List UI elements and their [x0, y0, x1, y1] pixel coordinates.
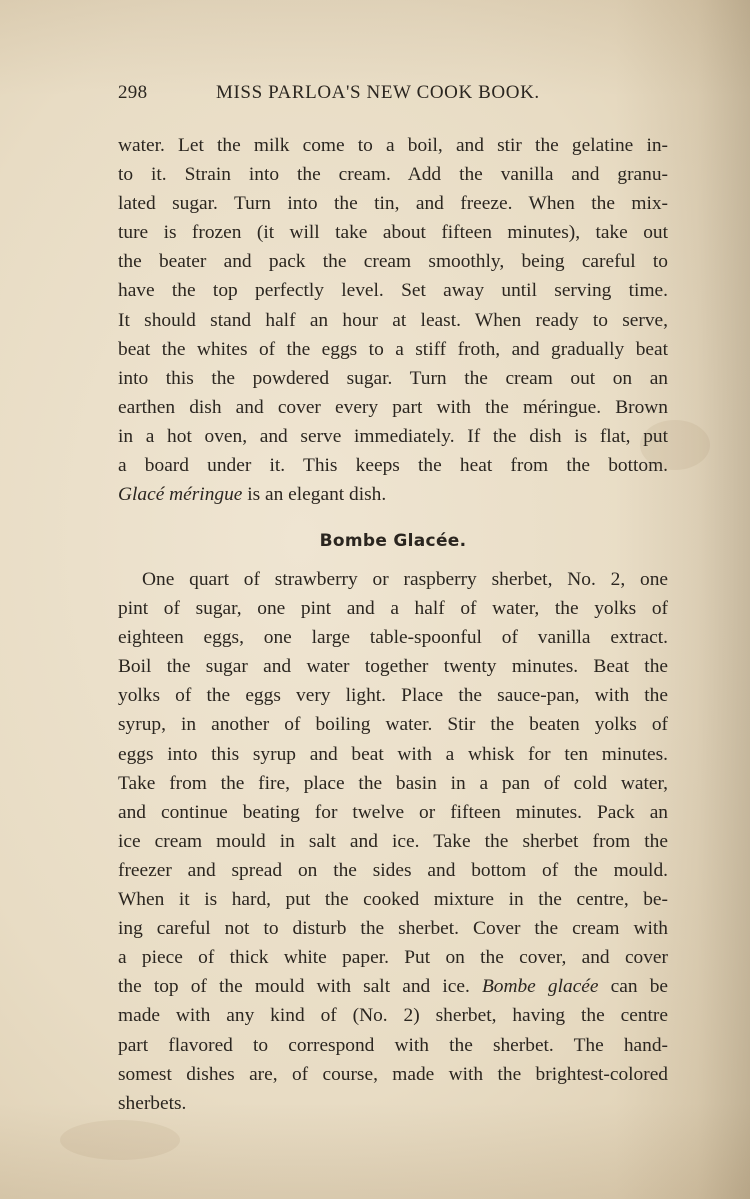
running-title: MISS PARLOA'S NEW COOK BOOK. [216, 82, 540, 103]
text-line: freezer and spread on the sides and bottom of the mould. [118, 859, 668, 881]
text-line: have the top perfectly level. Set away until serving time. [118, 280, 668, 302]
text-line: Take from the fire, place the basin in a pan of cold water, [118, 772, 668, 794]
text-line: yolks of the eggs very light. Place the sauce-pan, with the [118, 685, 668, 707]
text-line: made with any kind of (No. 2) sherbet, having the centre [118, 1005, 668, 1027]
text-fragment: is an elegant dish. [242, 484, 387, 506]
text-line: lated sugar. Turn into the tin, and freeze. When the mix- [118, 193, 668, 215]
text-line: eggs into this syrup and beat with a whisk for ten minutes. [118, 743, 668, 765]
text-line: water. Let the milk come to a boil, and stir the gelatine in- [118, 135, 668, 156]
text-line: somest dishes are, of course, made with the brightest-colored [118, 1063, 668, 1085]
text-line-last: sherbets. [118, 1092, 187, 1114]
text-line [118, 972, 668, 1001]
text-line: part flavored to correspond with the sherbet. The hand- [118, 1034, 668, 1056]
text-line: a piece of thick white paper. Put on the cover, and cover [118, 947, 668, 969]
text-line: When it is hard, put the cooked mixture in the centre, be- [118, 889, 668, 911]
text-line: earthen dish and cover every part with the méringue. Brown [118, 396, 668, 418]
running-header [118, 82, 670, 110]
text-line: and continue beating for twelve or fifteen minutes. Pack an [118, 801, 668, 823]
text-line: One quart of strawberry or raspberry sherbet, No. 2, one [142, 569, 668, 590]
page-number: 298 [118, 82, 148, 103]
text-line: syrup, in another of boiling water. Stir the beaten yolks of [118, 714, 668, 736]
text-line: ing careful not to disturb the sherbet. Cover the cream with [118, 918, 668, 940]
text-line: Boil the sugar and water together twenty minutes. Beat the [118, 656, 668, 678]
text-line: to it. Strain into the cream. Add the vanilla and granu- [118, 164, 668, 186]
recipe-heading: Bombe Glacée. [319, 531, 467, 551]
recipe-paragraph [118, 565, 668, 1118]
text-fragment: can be [598, 976, 668, 998]
paragraph-continuation [118, 131, 668, 509]
text-line: beat the whites of the eggs to a stiff froth, and gradually beat [118, 338, 668, 360]
text-line: ture is frozen (it will take about fifteen minutes), take out [118, 222, 668, 244]
text-line: the beater and pack the cream smoothly, being careful to [118, 251, 668, 273]
text-fragment: the top of the mould with salt and ice. [118, 976, 482, 998]
text-line: It should stand half an hour at least. When ready to serve, [118, 309, 668, 331]
paper-stain [60, 1120, 180, 1160]
text-line-last [118, 480, 668, 509]
italic-dish-name: Glacé méringue [118, 484, 243, 506]
italic-dish-name: Bombe glacée [481, 976, 599, 998]
text-line: into this the powdered sugar. Turn the cream out on an [118, 367, 668, 389]
text-line: a board under it. This keeps the heat from the bottom. [118, 455, 668, 477]
text-line: pint of sugar, one pint and a half of water, the yolks of [118, 598, 668, 620]
text-line: eighteen eggs, one large table-spoonful of vanilla extract. [118, 627, 668, 649]
text-line: in a hot oven, and serve immediately. If the dish is flat, put [118, 425, 668, 447]
text-line: ice cream mould in salt and ice. Take the sherbet from the [118, 830, 668, 852]
